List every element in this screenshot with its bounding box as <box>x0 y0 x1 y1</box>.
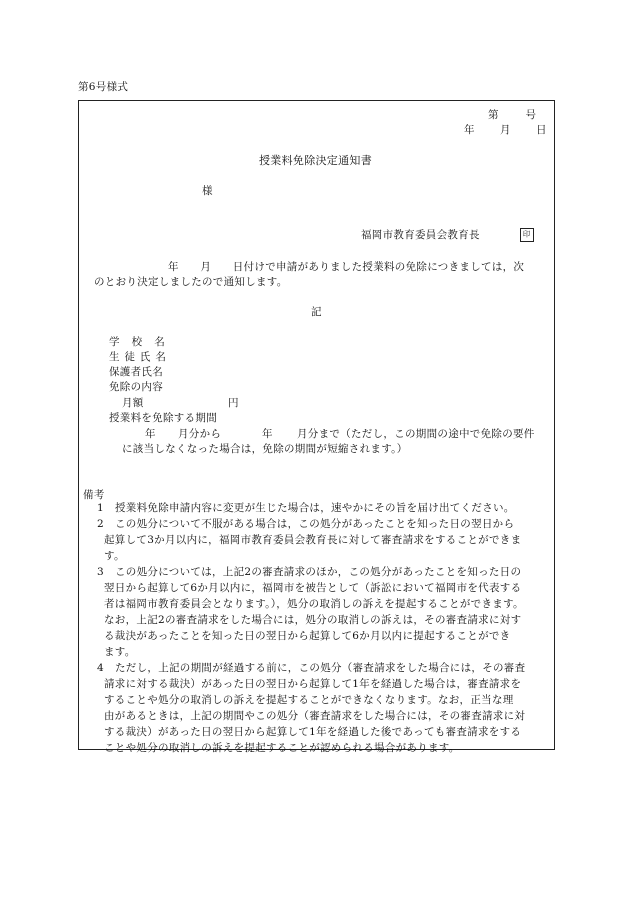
remark-line: ます。 <box>104 646 136 658</box>
remark-line: ことや処分の取消しの訴えを提起することが認められる場合があります。 <box>104 742 460 754</box>
field-student-name: 生 徒 氏 名 <box>109 351 167 363</box>
remark-line: 授業料免除申請内容に変更が生じた場合は，速やかにその旨を届け出てください。 <box>115 502 515 514</box>
field-monthly-label: 月額 <box>122 397 144 409</box>
period-month-from: 月分から <box>178 428 222 440</box>
seal-mark: 印 <box>520 228 534 242</box>
remark-line: 由があるときは，上記の期間やこの処分（審査請求をした場合には，その審査請求に対 <box>104 710 526 722</box>
intro-line-1: 年 月 日付けで申請がありました授業料の免除につきましては，次 <box>168 261 525 273</box>
intro-line-2: のとおり決定しましたので通知します。 <box>94 276 288 288</box>
remark-line: す。 <box>104 550 125 562</box>
notice-date: 年 月 日 <box>464 124 548 136</box>
field-school-name: 学 校 名 <box>109 336 166 348</box>
period-year-1: 年 <box>145 428 156 440</box>
form-number: 第6号様式 <box>78 81 129 93</box>
remark-line: この処分については，上記2の審査請求のほか，この処分があったことを知った日の <box>115 566 522 578</box>
remark-item-2 <box>104 516 549 564</box>
remark-line: この処分について不服がある場合は，この処分があったことを知った日の翌日から <box>115 518 515 530</box>
remark-line: する裁決）があった日の翌日から起算して1年を経過した後であっても審査請求をする <box>104 726 522 738</box>
remark-number: 3 <box>97 566 104 578</box>
remark-line: 起算して3か月以内に，福岡市教育委員会教育長に対して審査請求をすることができま <box>104 534 522 546</box>
field-yen: 円 <box>228 397 239 409</box>
issuer-name: 福岡市教育委員会教育長 <box>361 229 480 241</box>
remark-item-1 <box>115 500 549 516</box>
period-year-2: 年 <box>262 428 273 440</box>
remark-item-4 <box>104 660 549 756</box>
remark-item-3 <box>104 564 549 660</box>
notice-number: 第 号 <box>488 109 538 121</box>
period-month-to: 月分まで（ただし，この期間の途中で免除の要件 <box>297 428 535 440</box>
document-title: 授業料免除決定通知書 <box>259 154 372 167</box>
remark-line: 請求に対する裁決）があった日の翌日から起算して1年を経過した場合は，審査請求を <box>104 678 522 690</box>
remark-line: ただし，上記の期間が経過する前に，この処分（審査請求をした場合には，その審査 <box>115 662 526 674</box>
remark-line: る裁決があったことを知った日の翌日から起算して6か月以内に提起することができ <box>104 630 511 642</box>
ki-heading: 記 <box>311 306 322 318</box>
remarks-title: 備考 <box>83 489 105 501</box>
remark-line: 者は福岡市教育委員会となります。），処分の取消しの訴えを提起することができます。 <box>104 598 524 610</box>
period-note-line-2: に該当しなくなった場合は，免除の期間が短縮されます。） <box>122 443 408 455</box>
remark-line: することや処分の取消しの訴えを提起することができなくなります。なお，正当な理 <box>104 694 514 706</box>
remark-line: なお，上記2の審査請求をした場合には，処分の取消しの訴えは，その審査請求に対す <box>104 614 522 626</box>
addressee-suffix: 様 <box>202 185 213 197</box>
field-period-label: 授業料を免除する期間 <box>109 412 217 424</box>
field-exemption-content: 免除の内容 <box>109 381 163 393</box>
remark-number: 2 <box>97 518 104 530</box>
remark-line: 翌日から起算して6か月以内に，福岡市を被告として（訴訟において福岡市を代表する <box>104 582 522 594</box>
remark-number: 1 <box>97 502 104 514</box>
field-guardian-name: 保護者氏名 <box>109 366 163 378</box>
remark-number: 4 <box>97 662 104 674</box>
